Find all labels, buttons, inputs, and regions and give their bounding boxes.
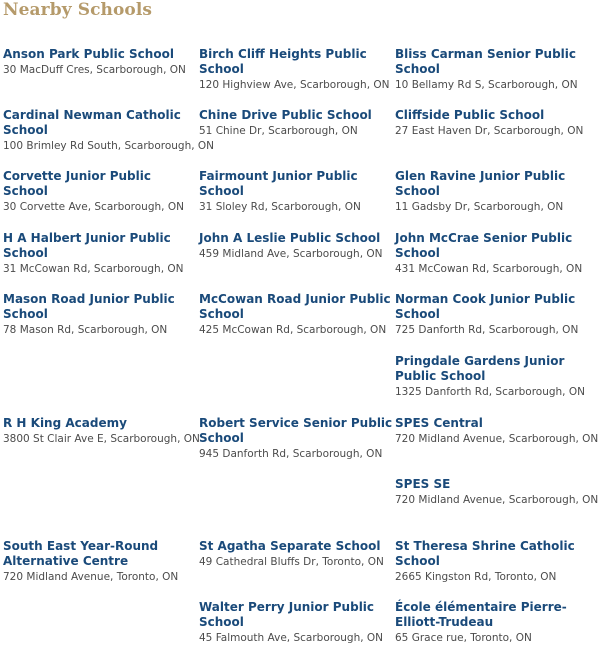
- school-entry: [395, 292, 595, 337]
- school-address: 27 East Haven Dr, Scarborough, ON: [395, 125, 584, 137]
- school-address: 431 McCowan Rd, Scarborough, ON: [395, 263, 583, 275]
- school-entry: [3, 169, 197, 214]
- school-entry: [395, 169, 595, 214]
- school-link[interactable]: McCowan Road Junior Public School: [199, 292, 391, 321]
- school-entry: [395, 354, 595, 399]
- school-entry: [199, 416, 393, 461]
- school-address: 31 Sloley Rd, Scarborough, ON: [199, 201, 361, 213]
- school-link[interactable]: Bliss Carman Senior Public School: [395, 47, 577, 76]
- school-link[interactable]: Glen Ravine Junior Public School: [395, 169, 566, 198]
- school-link[interactable]: South East Year-Round Alternative Centre: [3, 539, 159, 568]
- school-link[interactable]: Anson Park Public School: [3, 47, 174, 61]
- school-link[interactable]: R H King Academy: [3, 416, 127, 430]
- school-address: 1325 Danforth Rd, Scarborough, ON: [395, 386, 585, 398]
- school-link[interactable]: Norman Cook Junior Public School: [395, 292, 576, 321]
- school-address: 51 Chine Dr, Scarborough, ON: [199, 125, 358, 137]
- school-entry: [199, 108, 393, 138]
- school-entry: [395, 539, 595, 584]
- school-address: 49 Cathedral Bluffs Dr, Toronto, ON: [199, 556, 384, 568]
- school-address: 945 Danforth Rd, Scarborough, ON: [199, 448, 383, 460]
- school-address: 720 Midland Avenue, Scarborough, ON: [395, 494, 599, 506]
- school-entry: [395, 231, 595, 276]
- section-title: Nearby Schools: [3, 0, 153, 20]
- school-entry: [3, 416, 200, 446]
- school-link[interactable]: Corvette Junior Public School: [3, 169, 151, 198]
- school-entry: [3, 108, 215, 153]
- school-entry: [3, 539, 197, 584]
- school-link[interactable]: SPES SE: [395, 477, 451, 491]
- school-entry: [199, 600, 393, 645]
- school-entry: [3, 292, 197, 337]
- school-address: 65 Grace rue, Toronto, ON: [395, 632, 532, 644]
- school-entry: [199, 539, 393, 569]
- school-address: 720 Midland Avenue, Toronto, ON: [3, 571, 179, 583]
- school-entry: [3, 47, 197, 77]
- school-entry: [395, 416, 599, 446]
- school-link[interactable]: St Theresa Shrine Catholic School: [395, 539, 575, 568]
- school-entry: [199, 231, 393, 261]
- school-link[interactable]: École élémentaire Pierre-Elliott-Trudeau: [395, 600, 567, 629]
- school-address: 30 MacDuff Cres, Scarborough, ON: [3, 64, 186, 76]
- school-address: 45 Falmouth Ave, Scarborough, ON: [199, 632, 384, 644]
- school-entry: [199, 47, 393, 92]
- school-entry: [395, 108, 595, 138]
- school-address: 459 Midland Ave, Scarborough, ON: [199, 248, 383, 260]
- school-address: 31 McCowan Rd, Scarborough, ON: [3, 263, 184, 275]
- school-address: 100 Brimley Rd South, Scarborough, ON: [3, 140, 215, 152]
- school-address: 3800 St Clair Ave E, Scarborough, ON: [3, 433, 200, 445]
- school-link[interactable]: John McCrae Senior Public School: [395, 231, 573, 260]
- school-link[interactable]: Cliffside Public School: [395, 108, 545, 122]
- school-address: 425 McCowan Rd, Scarborough, ON: [199, 324, 387, 336]
- school-address: 725 Danforth Rd, Scarborough, ON: [395, 324, 579, 336]
- school-link[interactable]: Fairmount Junior Public School: [199, 169, 358, 198]
- school-address: 2665 Kingston Rd, Toronto, ON: [395, 571, 557, 583]
- school-entry: [395, 47, 595, 92]
- school-link[interactable]: Pringdale Gardens Junior Public School: [395, 354, 565, 383]
- school-address: 30 Corvette Ave, Scarborough, ON: [3, 201, 184, 213]
- school-address: 120 Highview Ave, Scarborough, ON: [199, 79, 390, 91]
- school-entry: [3, 231, 197, 276]
- school-link[interactable]: Cardinal Newman Catholic School: [3, 108, 181, 137]
- school-address: 78 Mason Rd, Scarborough, ON: [3, 324, 168, 336]
- school-link[interactable]: St Agatha Separate School: [199, 539, 381, 553]
- school-link[interactable]: Mason Road Junior Public School: [3, 292, 175, 321]
- school-entry: [199, 292, 393, 337]
- school-link[interactable]: Robert Service Senior Public School: [199, 416, 393, 445]
- school-entry: [199, 169, 393, 214]
- school-link[interactable]: H A Halbert Junior Public School: [3, 231, 171, 260]
- school-entry: [395, 600, 595, 645]
- school-address: 11 Gadsby Dr, Scarborough, ON: [395, 201, 564, 213]
- school-link[interactable]: Chine Drive Public School: [199, 108, 372, 122]
- school-address: 10 Bellamy Rd S, Scarborough, ON: [395, 79, 578, 91]
- school-entry: [395, 477, 599, 507]
- school-link[interactable]: John A Leslie Public School: [199, 231, 381, 245]
- school-address: 720 Midland Avenue, Scarborough, ON: [395, 433, 599, 445]
- school-link[interactable]: Walter Perry Junior Public School: [199, 600, 375, 629]
- school-link[interactable]: Birch Cliff Heights Public School: [199, 47, 367, 76]
- school-link[interactable]: SPES Central: [395, 416, 483, 430]
